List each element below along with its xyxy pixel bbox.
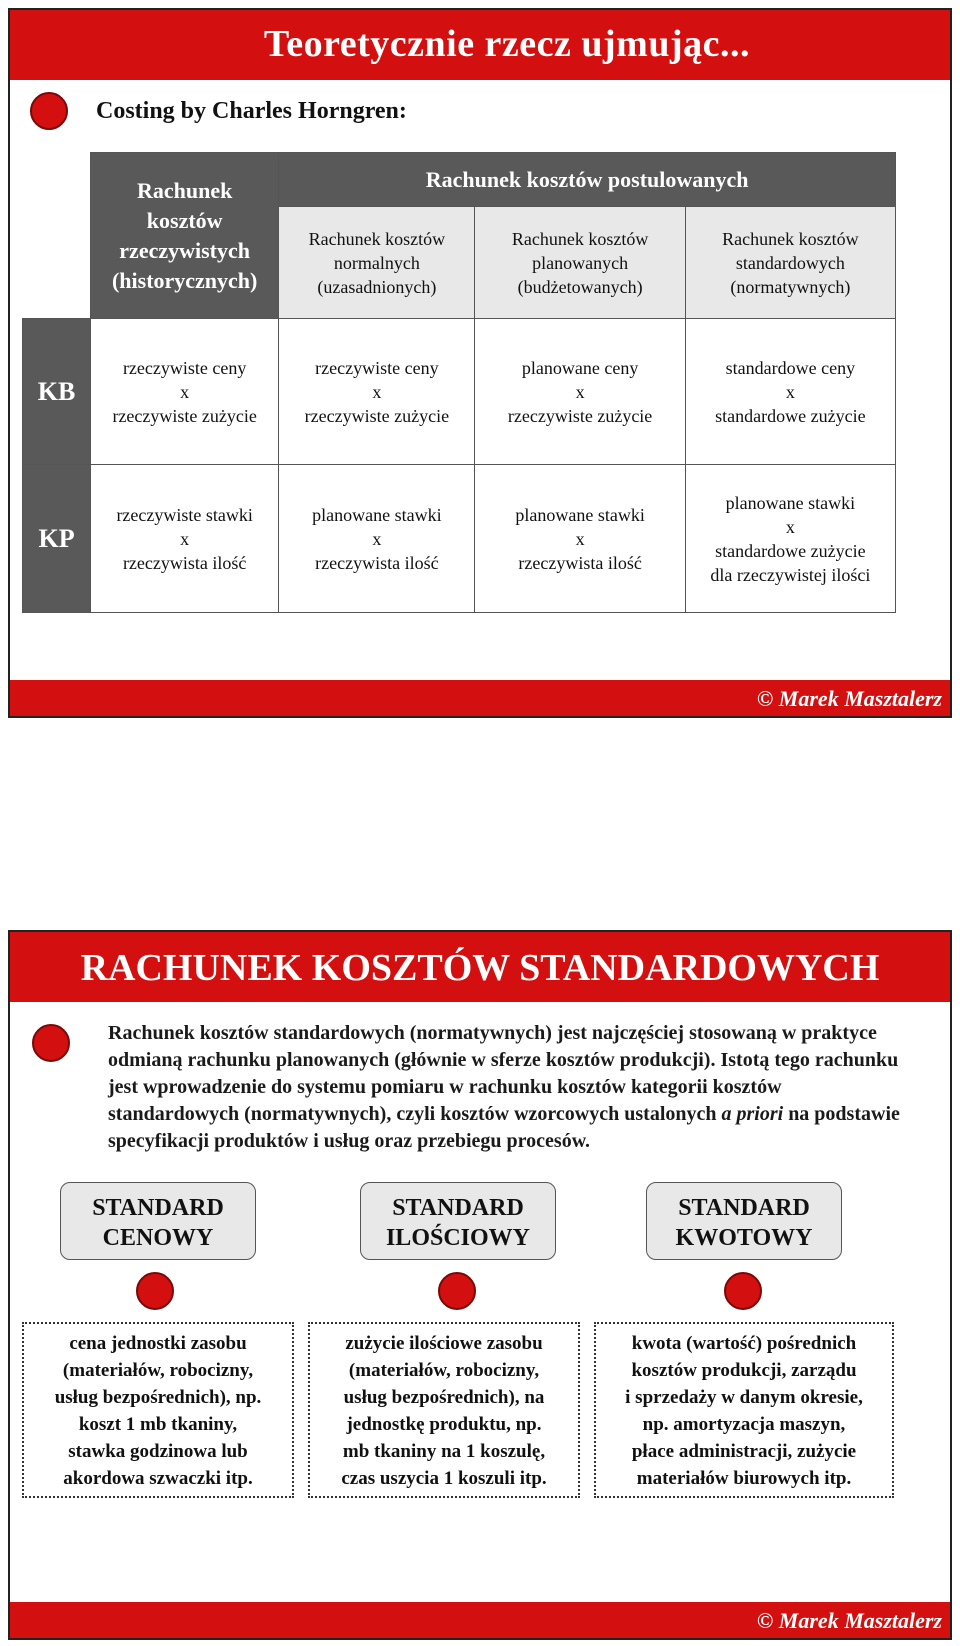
table-cell: rzeczywiste ceny x rzeczywiste zużycie (279, 319, 475, 465)
slide-standard-costing (8, 930, 952, 1640)
copyright-text: © Marek Masztalerz (756, 686, 942, 711)
table-cell: rzeczywiste ceny x rzeczywiste zużycie (91, 319, 279, 465)
postulated-costing-header: Rachunek kosztów postulowanych (279, 153, 896, 207)
quantity-standard-description: zużycie ilościowe zasobu (materiałów, robocizny, usług bezpośrednich), na jednostkę produktu, np. mb tkaniny na 1 koszulę, czas uszycia 1 koszuli itp. (308, 1322, 580, 1498)
row-label-kb: KB (23, 319, 91, 465)
actual-costing-header: Rachunek kosztów rzeczywistych (historycznych) (91, 153, 279, 319)
copyright-text: © Marek Masztalerz (756, 1608, 942, 1633)
quantity-standard-box: STANDARD ILOŚCIOWY (360, 1182, 556, 1260)
normal-costing-header: Rachunek kosztów normalnych (uzasadnionych) (279, 207, 475, 319)
bullet-icon (724, 1272, 762, 1310)
slide2-footer (10, 1602, 950, 1638)
slide1-header (10, 10, 950, 80)
bullet-icon (136, 1272, 174, 1310)
bullet-icon (32, 1024, 70, 1062)
slide1-title: Teoretycznie rzecz ujmując... (263, 23, 750, 65)
table-corner (23, 153, 91, 319)
price-standard-description: cena jednostki zasobu (materiałów, robocizny, usług bezpośrednich), np. koszt 1 mb tkaniny, stawka godzinowa lub akordowa szwaczki itp. (22, 1322, 294, 1498)
standard-costing-header: Rachunek kosztów standardowych (normatywnych) (685, 207, 895, 319)
definition-paragraph: Rachunek kosztów standardowych (normatywnych) jest najczęściej stosowaną w praktyce odmianą rachunku planowanych (głównie w sferze kosztów produkcji). Istotą tego rachunku jest wprowadzenie do systemu pomiaru w rachunku kosztów kategorii kosztów standardowych (normatywnych), czyli kosztów wzorcowych ustalonych a priori na podstawie specyfikacji produktów i usług oraz przebiegu procesów. (108, 1022, 900, 1152)
bullet-icon (438, 1272, 476, 1310)
row-label-kp: KP (23, 465, 91, 613)
slide-costing-table (8, 8, 952, 718)
slide1-footer (10, 680, 950, 716)
slide2-header (10, 932, 950, 1002)
price-standard-box: STANDARD CENOWY (60, 1182, 256, 1260)
amount-standard-box: STANDARD KWOTOWY (646, 1182, 842, 1260)
table-cell: planowane stawki x rzeczywista ilość (279, 465, 475, 613)
table-cell: planowane stawki x rzeczywista ilość (475, 465, 685, 613)
table-cell: rzeczywiste stawki x rzeczywista ilość (91, 465, 279, 613)
costing-table (22, 152, 896, 613)
bullet-icon (30, 92, 68, 130)
table-cell: planowane ceny x rzeczywiste zużycie (475, 319, 685, 465)
budget-costing-header: Rachunek kosztów planowanych (budżetowanych) (475, 207, 685, 319)
table-cell: standardowe ceny x standardowe zużycie (685, 319, 895, 465)
slide2-title: RACHUNEK KOSZTÓW STANDARDOWYCH (80, 947, 880, 989)
slide1-subtitle: Costing by Charles Horngren: (96, 98, 407, 124)
table-cell: planowane stawki x standardowe zużycie dla rzeczywistej ilości (685, 465, 895, 613)
amount-standard-description: kwota (wartość) pośrednich kosztów produkcji, zarządu i sprzedaży w danym okresie, np. amortyzacja maszyn, płace administracji, zużycie materiałów biurowych itp. (594, 1322, 894, 1498)
italic-term: a priori (721, 1103, 784, 1125)
